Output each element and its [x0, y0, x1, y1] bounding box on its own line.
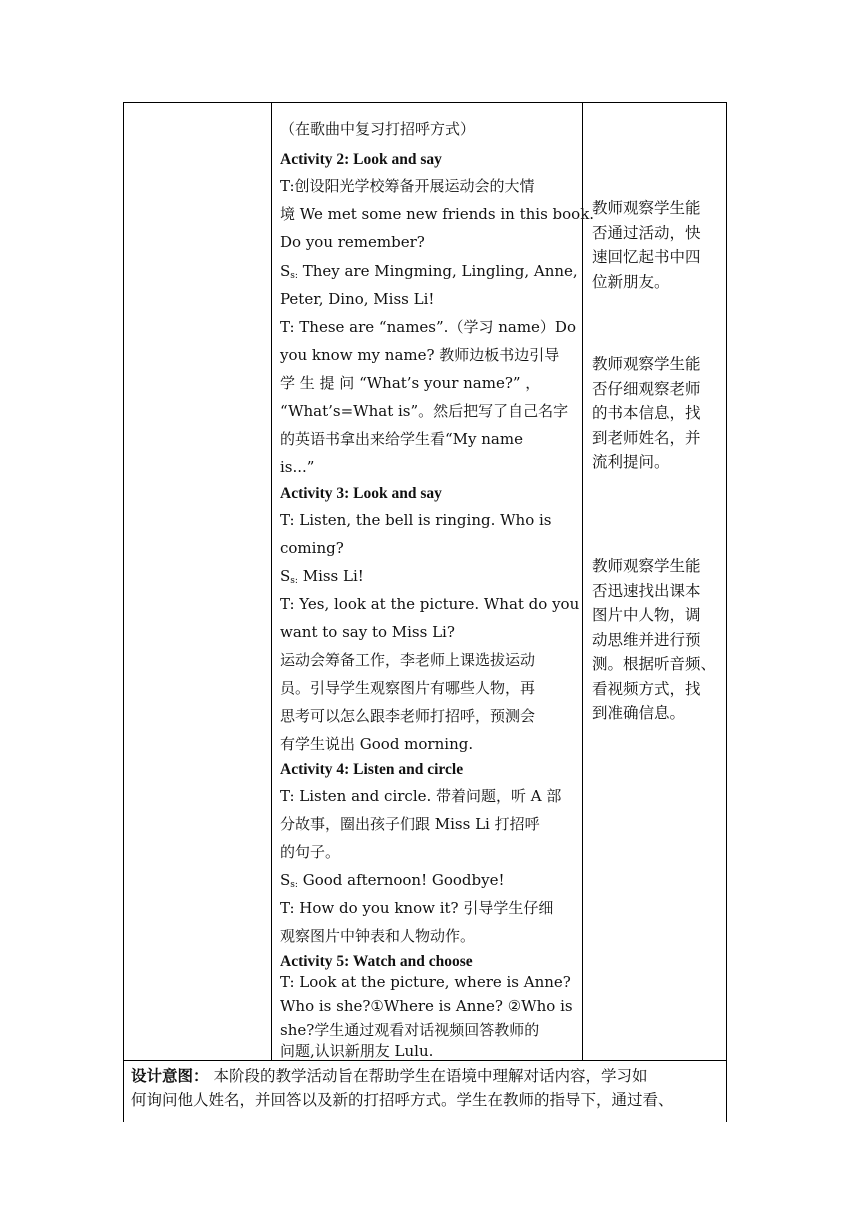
student-reply: Good afternoon! Goodbye! [297, 871, 505, 889]
table-left-border [123, 102, 124, 1122]
activity-2-line: T: These are “names”.（学习 name）Do [280, 318, 576, 336]
note-line: 位新朋友。 [592, 272, 670, 291]
activity-5-line: Who is she?①Where is Anne? ②Who is [280, 997, 573, 1015]
note-line: 图片中人物，调 [592, 606, 701, 624]
activity-2-heading: Activity 2: Look and say [280, 151, 442, 168]
activity-2-line: 境 We met some new friends in this book. [280, 205, 595, 223]
activity-3-line: coming? [280, 539, 344, 557]
activity-4-heading: Activity 4: Listen and circle [280, 761, 464, 778]
activity-2-line: T:创设阳光学校筹备开展运动会的大情 [280, 177, 535, 195]
note-line: 速回忆起书中四 [592, 248, 701, 266]
activity-5-line: 问题,认识新朋友 Lulu. [280, 1042, 434, 1060]
student-reply: They are Mingming, Lingling, Anne, [297, 262, 578, 280]
activity-3-line: T: Yes, look at the picture. What do you [280, 595, 580, 613]
activity-5-line: she?学生通过观看对话视频回答教师的 [280, 1021, 540, 1039]
activity-3-line: T: Listen, the bell is ringing. Who is [280, 511, 552, 529]
note-line: 到老师姓名，并 [592, 428, 701, 447]
student-reply: Miss Li! [297, 567, 364, 585]
activity-2-line: Peter, Dino, Miss Li! [280, 290, 435, 308]
design-intent-line-1 [131, 1064, 674, 1088]
activity-2-line: is...” [280, 458, 315, 476]
activity-3-line: 思考可以怎么跟李老师打招呼，预测会 [280, 707, 536, 725]
note-line: 否通过活动，快 [592, 223, 701, 242]
note-line: 的书本信息，找 [592, 404, 701, 422]
column-divider-1 [271, 102, 272, 1060]
activity-2-line: you know my name? 教师边板书边引导 [280, 346, 560, 364]
speaker-subscript: s: [290, 576, 298, 586]
speaker-label: S [280, 871, 291, 889]
activity-4-line: T: Listen and circle. 带着问题，听 A 部 [280, 787, 562, 805]
note-line: 测。根据听音频、 [592, 655, 717, 673]
note-line: 否迅速找出课本 [592, 581, 701, 600]
design-intent [131, 1064, 674, 1112]
design-intent-text: 本阶段的教学活动旨在帮助学生在语境中理解对话内容，学习如 [208, 1067, 648, 1085]
observation-note-3 [592, 554, 716, 726]
table-right-border [726, 102, 727, 1122]
activity-4-line: 观察图片中钟表和人物动作。 [280, 927, 476, 945]
note-line: 到准确信息。 [592, 704, 686, 722]
activity-3-line: 员。引导学生观察图片有哪些人物，再 [280, 679, 536, 697]
note-line: 教师观察学生能 [592, 199, 701, 217]
column-divider-2 [582, 102, 583, 1060]
note-line: 动思维并进行预 [592, 630, 701, 649]
speaker-label: S [280, 567, 291, 585]
table-top-border [123, 102, 727, 103]
design-intent-line-2: 何询问他人姓名，并回答以及新的打招呼方式。学生在教师的指导下，通过看、 [131, 1091, 674, 1109]
note-line: 流利提问。 [592, 453, 670, 471]
note-line: 教师观察学生能 [592, 355, 701, 373]
activity-4-line: 的句子。 [280, 843, 341, 861]
activity-4-line: 分故事，圈出孩子们跟 Miss Li 打招呼 [280, 815, 540, 833]
note-line: 看视频方式，找 [592, 679, 701, 698]
activity-5-line: T: Look at the picture, where is Anne? [280, 973, 571, 991]
activity-3-heading: Activity 3: Look and say [280, 485, 442, 502]
speaker-subscript: s: [290, 271, 298, 281]
speaker-label: S [280, 262, 291, 280]
observation-note-1 [592, 196, 701, 294]
activity-2-line: “What’s=What is”。然后把写了自己名字 [280, 402, 569, 420]
activity-5-heading: Activity 5: Watch and choose [280, 953, 473, 970]
activity-3-line: 有学生说出 Good morning. [280, 735, 474, 753]
activity-3-line: want to say to Miss Li? [280, 623, 455, 641]
speaker-subscript: s: [290, 880, 298, 890]
activity-3-line: 运动会筹备工作，李老师上课选拔运动 [280, 651, 536, 669]
note-line: 教师观察学生能 [592, 557, 701, 575]
review-greeting-line: （在歌曲中复习打招呼方式） [280, 120, 476, 138]
note-line: 否仔细观察老师 [592, 379, 701, 398]
activity-4-line: T: How do you know it? 引导学生仔细 [280, 899, 554, 917]
activity-2-line: 学 生 提 问 “What’s your name?” ， [280, 374, 541, 392]
observation-note-2 [592, 352, 701, 475]
design-intent-label: 设计意图： [131, 1066, 209, 1085]
activity-2-line: 的英语书拿出来给学生看“My name [280, 430, 523, 448]
activity-2-line: Do you remember? [280, 233, 425, 251]
